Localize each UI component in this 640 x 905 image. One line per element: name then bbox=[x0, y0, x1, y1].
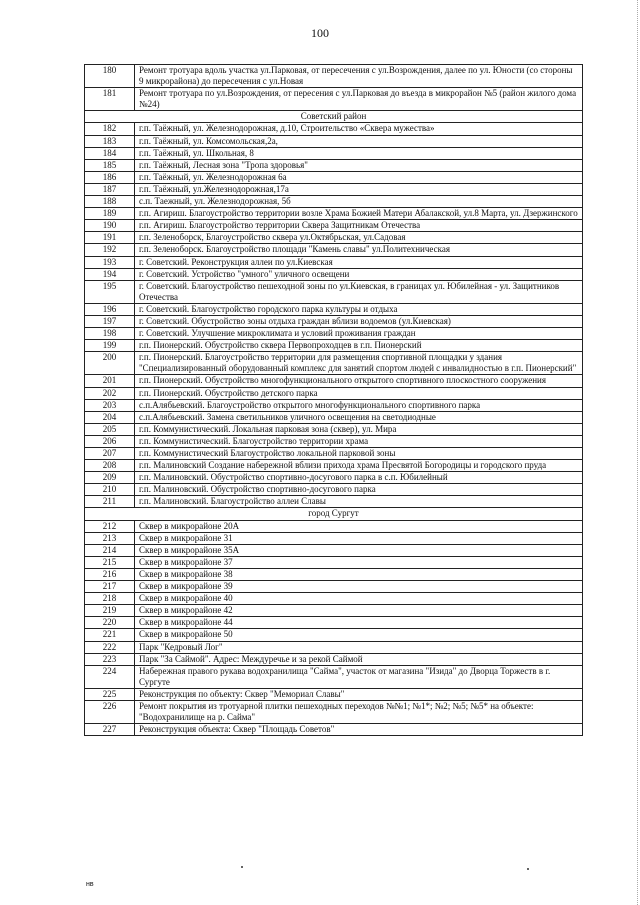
row-description: г.п. Таёжный, ул. Школьная, 8 bbox=[135, 147, 583, 159]
row-number: 215 bbox=[85, 556, 135, 568]
table-row bbox=[85, 328, 583, 340]
row-number: 205 bbox=[85, 423, 135, 435]
table-row bbox=[85, 268, 583, 280]
row-description: с.п.Алябьевский. Замена светильников уличного освещения на светодиодные bbox=[135, 411, 583, 423]
row-number: 225 bbox=[85, 688, 135, 700]
row-number: 198 bbox=[85, 328, 135, 340]
table-row bbox=[85, 352, 583, 375]
row-description: Реконструкция объекта: Сквер "Площадь Советов" bbox=[135, 724, 583, 736]
row-description: г.п. Коммунистический Благоустройство локальной парковой зоны bbox=[135, 448, 583, 460]
table-row bbox=[85, 544, 583, 556]
table-row bbox=[85, 88, 583, 111]
row-number: 227 bbox=[85, 724, 135, 736]
row-number: 213 bbox=[85, 532, 135, 544]
table-row bbox=[85, 280, 583, 303]
table-row bbox=[85, 532, 583, 544]
row-number: 224 bbox=[85, 665, 135, 688]
row-number: 189 bbox=[85, 208, 135, 220]
row-number: 186 bbox=[85, 171, 135, 183]
row-description: г.п. Агириш. Благоустройство территории Сквера Защитникам Отечества bbox=[135, 220, 583, 232]
row-description: г. Советский. Устройство "умного" уличного освещени bbox=[135, 268, 583, 280]
row-description: г.п. Таёжный, ул.Железнодорожная,17а bbox=[135, 183, 583, 195]
row-number: 217 bbox=[85, 581, 135, 593]
row-number: 223 bbox=[85, 653, 135, 665]
section-title: Советский район bbox=[85, 111, 583, 123]
row-number: 204 bbox=[85, 411, 135, 423]
table-row bbox=[85, 496, 583, 508]
row-description: г.п. Коммунистический. Благоустройство территории храма bbox=[135, 435, 583, 447]
row-description: г.п. Таёжный, ул. Комсомольская,2а, bbox=[135, 135, 583, 147]
table-row bbox=[85, 256, 583, 268]
table-row bbox=[85, 688, 583, 700]
row-description: Сквер в микрорайоне 35А bbox=[135, 544, 583, 556]
row-description: г. Советский. Благоустройство городского парка культуры и отдыха bbox=[135, 303, 583, 315]
table-row bbox=[85, 411, 583, 423]
table-row bbox=[85, 147, 583, 159]
section-title: город Сургут bbox=[85, 508, 583, 520]
row-description: Сквер в микрорайоне 50 bbox=[135, 629, 583, 641]
row-number: 226 bbox=[85, 700, 135, 723]
row-number: 221 bbox=[85, 629, 135, 641]
row-number: 180 bbox=[85, 65, 135, 88]
row-description: г.п. Пионерский. Обустройство многофункционального открытого спортивного плоскостного сооружения bbox=[135, 375, 583, 387]
row-number: 201 bbox=[85, 375, 135, 387]
row-number: 208 bbox=[85, 460, 135, 472]
table-row bbox=[85, 244, 583, 256]
row-description: Ремонт тротуара по ул.Возрождения, от пересения с ул.Парковая до въезда в микрорайон №5 (район жилого дома №24) bbox=[135, 88, 583, 111]
table-row bbox=[85, 123, 583, 135]
table-row bbox=[85, 196, 583, 208]
row-number: 190 bbox=[85, 220, 135, 232]
row-description: Парк "За Саймой". Адрес: Междуречье и за рекой Саймой bbox=[135, 653, 583, 665]
table-row bbox=[85, 303, 583, 315]
row-number: 191 bbox=[85, 232, 135, 244]
table-row bbox=[85, 653, 583, 665]
row-description: г.п. Коммунистический. Локальная парковая зона (сквер), ул. Мира bbox=[135, 423, 583, 435]
table-row bbox=[85, 65, 583, 88]
row-number: 181 bbox=[85, 88, 135, 111]
table-row bbox=[85, 568, 583, 580]
row-number: 220 bbox=[85, 617, 135, 629]
table-row bbox=[85, 232, 583, 244]
row-description: Реконструкция по объекту: Сквер "Мемориал Славы" bbox=[135, 688, 583, 700]
table-row bbox=[85, 448, 583, 460]
table-row bbox=[85, 208, 583, 220]
table-row bbox=[85, 617, 583, 629]
page-edge bbox=[636, 0, 638, 905]
row-description: Сквер в микрорайоне 39 bbox=[135, 581, 583, 593]
table-row bbox=[85, 724, 583, 736]
table-row bbox=[85, 700, 583, 723]
footer-mark: нв bbox=[86, 881, 94, 888]
table-row bbox=[85, 399, 583, 411]
row-description: Ремонт тротуара вдоль участка ул.Парковая, от пересечения с ул.Возрождения, далее по ул. Юности (со стороны 9 микрорайона) до пересечения с ул.Новая bbox=[135, 65, 583, 88]
row-number: 206 bbox=[85, 435, 135, 447]
row-description: г.п. Агириш. Благоустройство территории возле Храма Божией Матери Абалакской, ул.8 Марта, ул. Дзержинского bbox=[135, 208, 583, 220]
row-description: г.п. Пионерский. Обустройство детского парка bbox=[135, 387, 583, 399]
row-number: 185 bbox=[85, 159, 135, 171]
table-row bbox=[85, 556, 583, 568]
row-number: 187 bbox=[85, 183, 135, 195]
row-number: 210 bbox=[85, 484, 135, 496]
scan-dot bbox=[241, 866, 243, 868]
row-number: 193 bbox=[85, 256, 135, 268]
table-row bbox=[85, 629, 583, 641]
row-description: Набережная правого рукава водохранилища "Сайма", участок от магазина "Изида" до Дворца Торжеств в г. Сургуте bbox=[135, 665, 583, 688]
row-number: 192 bbox=[85, 244, 135, 256]
row-description: с.п. Таежный, ул. Железнодорожная, 5б bbox=[135, 196, 583, 208]
section-row bbox=[85, 508, 583, 520]
row-number: 209 bbox=[85, 472, 135, 484]
row-number: 196 bbox=[85, 303, 135, 315]
table-row bbox=[85, 423, 583, 435]
table-row bbox=[85, 520, 583, 532]
scan-dot bbox=[527, 868, 529, 870]
row-number: 182 bbox=[85, 123, 135, 135]
table-row bbox=[85, 375, 583, 387]
table-row bbox=[85, 135, 583, 147]
row-number: 200 bbox=[85, 352, 135, 375]
row-number: 194 bbox=[85, 268, 135, 280]
row-description: Сквер в микрорайоне 40 bbox=[135, 593, 583, 605]
row-number: 212 bbox=[85, 520, 135, 532]
table-row bbox=[85, 472, 583, 484]
row-number: 184 bbox=[85, 147, 135, 159]
row-description: г.п. Малиновский. Обустройство спортивно-досугового парка в с.п. Юбилейный bbox=[135, 472, 583, 484]
table-row bbox=[85, 171, 583, 183]
row-description: г.п. Пионерский. Благоустройство территории для размещения спортивной площадки у здания "Специализированный оборудованный комплекс для занятий спортом людей с инвалидностью в г.п. Пионерский" bbox=[135, 352, 583, 375]
table-row bbox=[85, 315, 583, 327]
row-description: г.п. Малиновский. Обустройство спортивно-досугового парка bbox=[135, 484, 583, 496]
row-description: Сквер в микрорайоне 42 bbox=[135, 605, 583, 617]
row-description: г. Советский. Благоустройство пешеходной зоны по ул.Киевская, в границах ул. Юбилейная - ул. Защитников Отечества bbox=[135, 280, 583, 303]
row-description: г.п. Малиновский. Благоустройство аллеи Славы bbox=[135, 496, 583, 508]
row-description: г.п. Малиновский Создание набережной вблизи прихода храма Пресвятой Богородицы и городского пруда bbox=[135, 460, 583, 472]
table-row bbox=[85, 159, 583, 171]
table-row bbox=[85, 340, 583, 352]
row-description: г. Советский. Обустройство зоны отдыха граждан вблизи водоемов (ул.Киевская) bbox=[135, 315, 583, 327]
row-number: 218 bbox=[85, 593, 135, 605]
row-description: с.п.Алябьевский. Благоустройство открытого многофункционального спортивного парка bbox=[135, 399, 583, 411]
table-row bbox=[85, 665, 583, 688]
row-number: 216 bbox=[85, 568, 135, 580]
row-description: Сквер в микрорайоне 20А bbox=[135, 520, 583, 532]
row-number: 195 bbox=[85, 280, 135, 303]
table-row bbox=[85, 435, 583, 447]
row-description: г.п. Таёжный, ул. Железнодорожная 6а bbox=[135, 171, 583, 183]
row-description: г. Советский. Реконструкция аллеи по ул.Киевская bbox=[135, 256, 583, 268]
row-description: г.п. Таёжный, ул. Железнодорожная, д.10, Строительство «Сквера мужества» bbox=[135, 123, 583, 135]
section-row bbox=[85, 111, 583, 123]
row-number: 211 bbox=[85, 496, 135, 508]
table-row bbox=[85, 581, 583, 593]
row-description: г.п. Зеленоборск. Благоустройство площади "Камень славы" ул.Политехническая bbox=[135, 244, 583, 256]
row-description: Сквер в микрорайоне 44 bbox=[135, 617, 583, 629]
row-number: 202 bbox=[85, 387, 135, 399]
table-row bbox=[85, 387, 583, 399]
row-description: г. Советский. Улучшение микроклимата и условий проживания граждан bbox=[135, 328, 583, 340]
row-description: Парк "Кедровый Лог" bbox=[135, 641, 583, 653]
row-description: Сквер в микрорайоне 31 bbox=[135, 532, 583, 544]
projects-table-body bbox=[85, 65, 583, 736]
projects-table bbox=[84, 64, 583, 736]
row-description: г.п. Таёжный, Лесная зона "Тропа здоровья" bbox=[135, 159, 583, 171]
table-row bbox=[85, 484, 583, 496]
row-number: 183 bbox=[85, 135, 135, 147]
table-row bbox=[85, 605, 583, 617]
row-number: 203 bbox=[85, 399, 135, 411]
table-row bbox=[85, 460, 583, 472]
table-row bbox=[85, 183, 583, 195]
row-number: 199 bbox=[85, 340, 135, 352]
row-number: 222 bbox=[85, 641, 135, 653]
row-number: 219 bbox=[85, 605, 135, 617]
row-number: 188 bbox=[85, 196, 135, 208]
row-number: 214 bbox=[85, 544, 135, 556]
row-description: г.п. Зеленоборск, Благоустройство сквера ул.Октябрьская, ул.Садовая bbox=[135, 232, 583, 244]
row-description: г.п. Пионерский. Обустройство сквера Первопроходцев в г.п. Пионерский bbox=[135, 340, 583, 352]
row-number: 197 bbox=[85, 315, 135, 327]
table-row bbox=[85, 641, 583, 653]
row-number: 207 bbox=[85, 448, 135, 460]
row-description: Ремонт покрытия из тротуарной плитки пешеходных переходов №№1; №1*; №2; №5; №5* на объекте: "Водохранилище на р. Сайма" bbox=[135, 700, 583, 723]
page-number: 100 bbox=[311, 26, 329, 40]
row-description: Сквер в микрорайоне 37 bbox=[135, 556, 583, 568]
row-description: Сквер в микрорайоне 38 bbox=[135, 568, 583, 580]
table-row bbox=[85, 220, 583, 232]
table-row bbox=[85, 593, 583, 605]
